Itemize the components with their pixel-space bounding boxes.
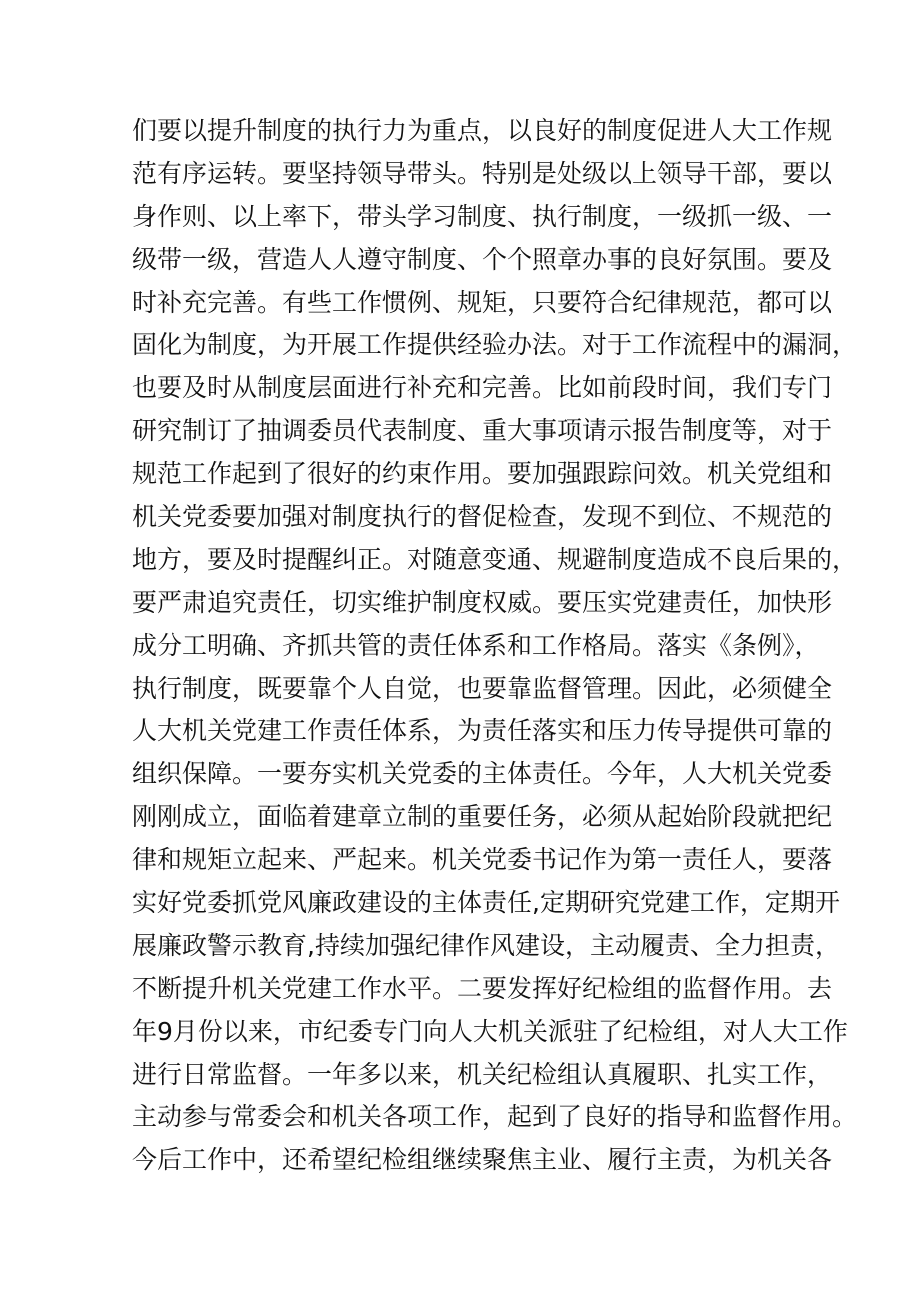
text-line-12: 要严肃追究责任，切实维护制度权威。要压实党建责任，加快形 [132, 587, 833, 617]
text-line-24: 主动参与常委会和机关各项工作，起到了良好的指导和监督作用。 [132, 1102, 858, 1132]
text-line-2: 范有序运转。要坚持领导带头。特别是处级以上领导干部，要以 [132, 158, 833, 188]
text-line-11: 地方，要及时提醒纠正。对随意变通、规避制度造成不良后果的， [132, 544, 858, 574]
text-line-19: 实好党委抓党风廉政建设的主体责任,定期研究党建工作，定期开 [132, 888, 840, 918]
text-line-9: 规范工作起到了很好的约束作用。要加强跟踪问效。机关党组和 [132, 459, 833, 489]
text-line-16: 组织保障。一要夯实机关党委的主体责任。今年，人大机关党委 [132, 759, 833, 789]
text-line-15: 人大机关党建工作责任体系，为责任落实和压力传导提供可靠的 [132, 716, 833, 746]
text-line-21: 不断提升机关党建工作水平。二要发挥好纪检组的监督作用。去 [132, 973, 833, 1003]
text-line-4: 级带一级，营造人人遵守制度、个个照章办事的良好氛围。要及 [132, 244, 833, 274]
text-line-10: 机关党委要加强对制度执行的督促检查，发现不到位、不规范的 [132, 502, 833, 532]
text-line-13: 成分工明确、齐抓共管的责任体系和工作格局。落实《条例》， [132, 630, 820, 660]
text-line-14: 执行制度，既要靠个人自觉，也要靠监督管理。因此，必须健全 [132, 673, 833, 703]
text-line-3: 身作则、以上率下，带头学习制度、执行制度，一级抓一级、一 [132, 201, 833, 231]
text-line-20: 展廉政警示教育,持续加强纪律作风建设，主动履责、全力担责， [132, 930, 840, 960]
text-line-7: 也要及时从制度层面进行补充和完善。比如前段时间，我们专门 [132, 373, 833, 403]
text-line-1: 们要以提升制度的执行力为重点，以良好的制度促进人大工作规 [132, 116, 833, 145]
text-line-22: 年9月份以来，市纪委专门向人大机关派驻了纪检组，对人大工作 [132, 1016, 848, 1046]
text-line-17: 刚刚成立，面临着建章立制的重要任务，必须从起始阶段就把纪 [132, 802, 833, 832]
body-text [132, 110, 858, 1182]
text-line-25: 今后工作中，还希望纪检组继续聚焦主业、履行主责，为机关各 [132, 1145, 833, 1175]
text-line-6: 固化为制度，为开展工作提供经验办法。对于工作流程中的漏洞， [132, 330, 858, 360]
text-line-18: 律和规矩立起来、严起来。机关党委书记作为第一责任人，要落 [132, 845, 833, 875]
text-line-8: 研究制订了抽调委员代表制度、重大事项请示报告制度等，对于 [132, 416, 833, 446]
text-line-23: 进行日常监督。一年多以来，机关纪检组认真履职、扎实工作， [132, 1059, 833, 1089]
text-line-5: 时补充完善。有些工作惯例、规矩，只要符合纪律规范，都可以 [132, 287, 833, 317]
